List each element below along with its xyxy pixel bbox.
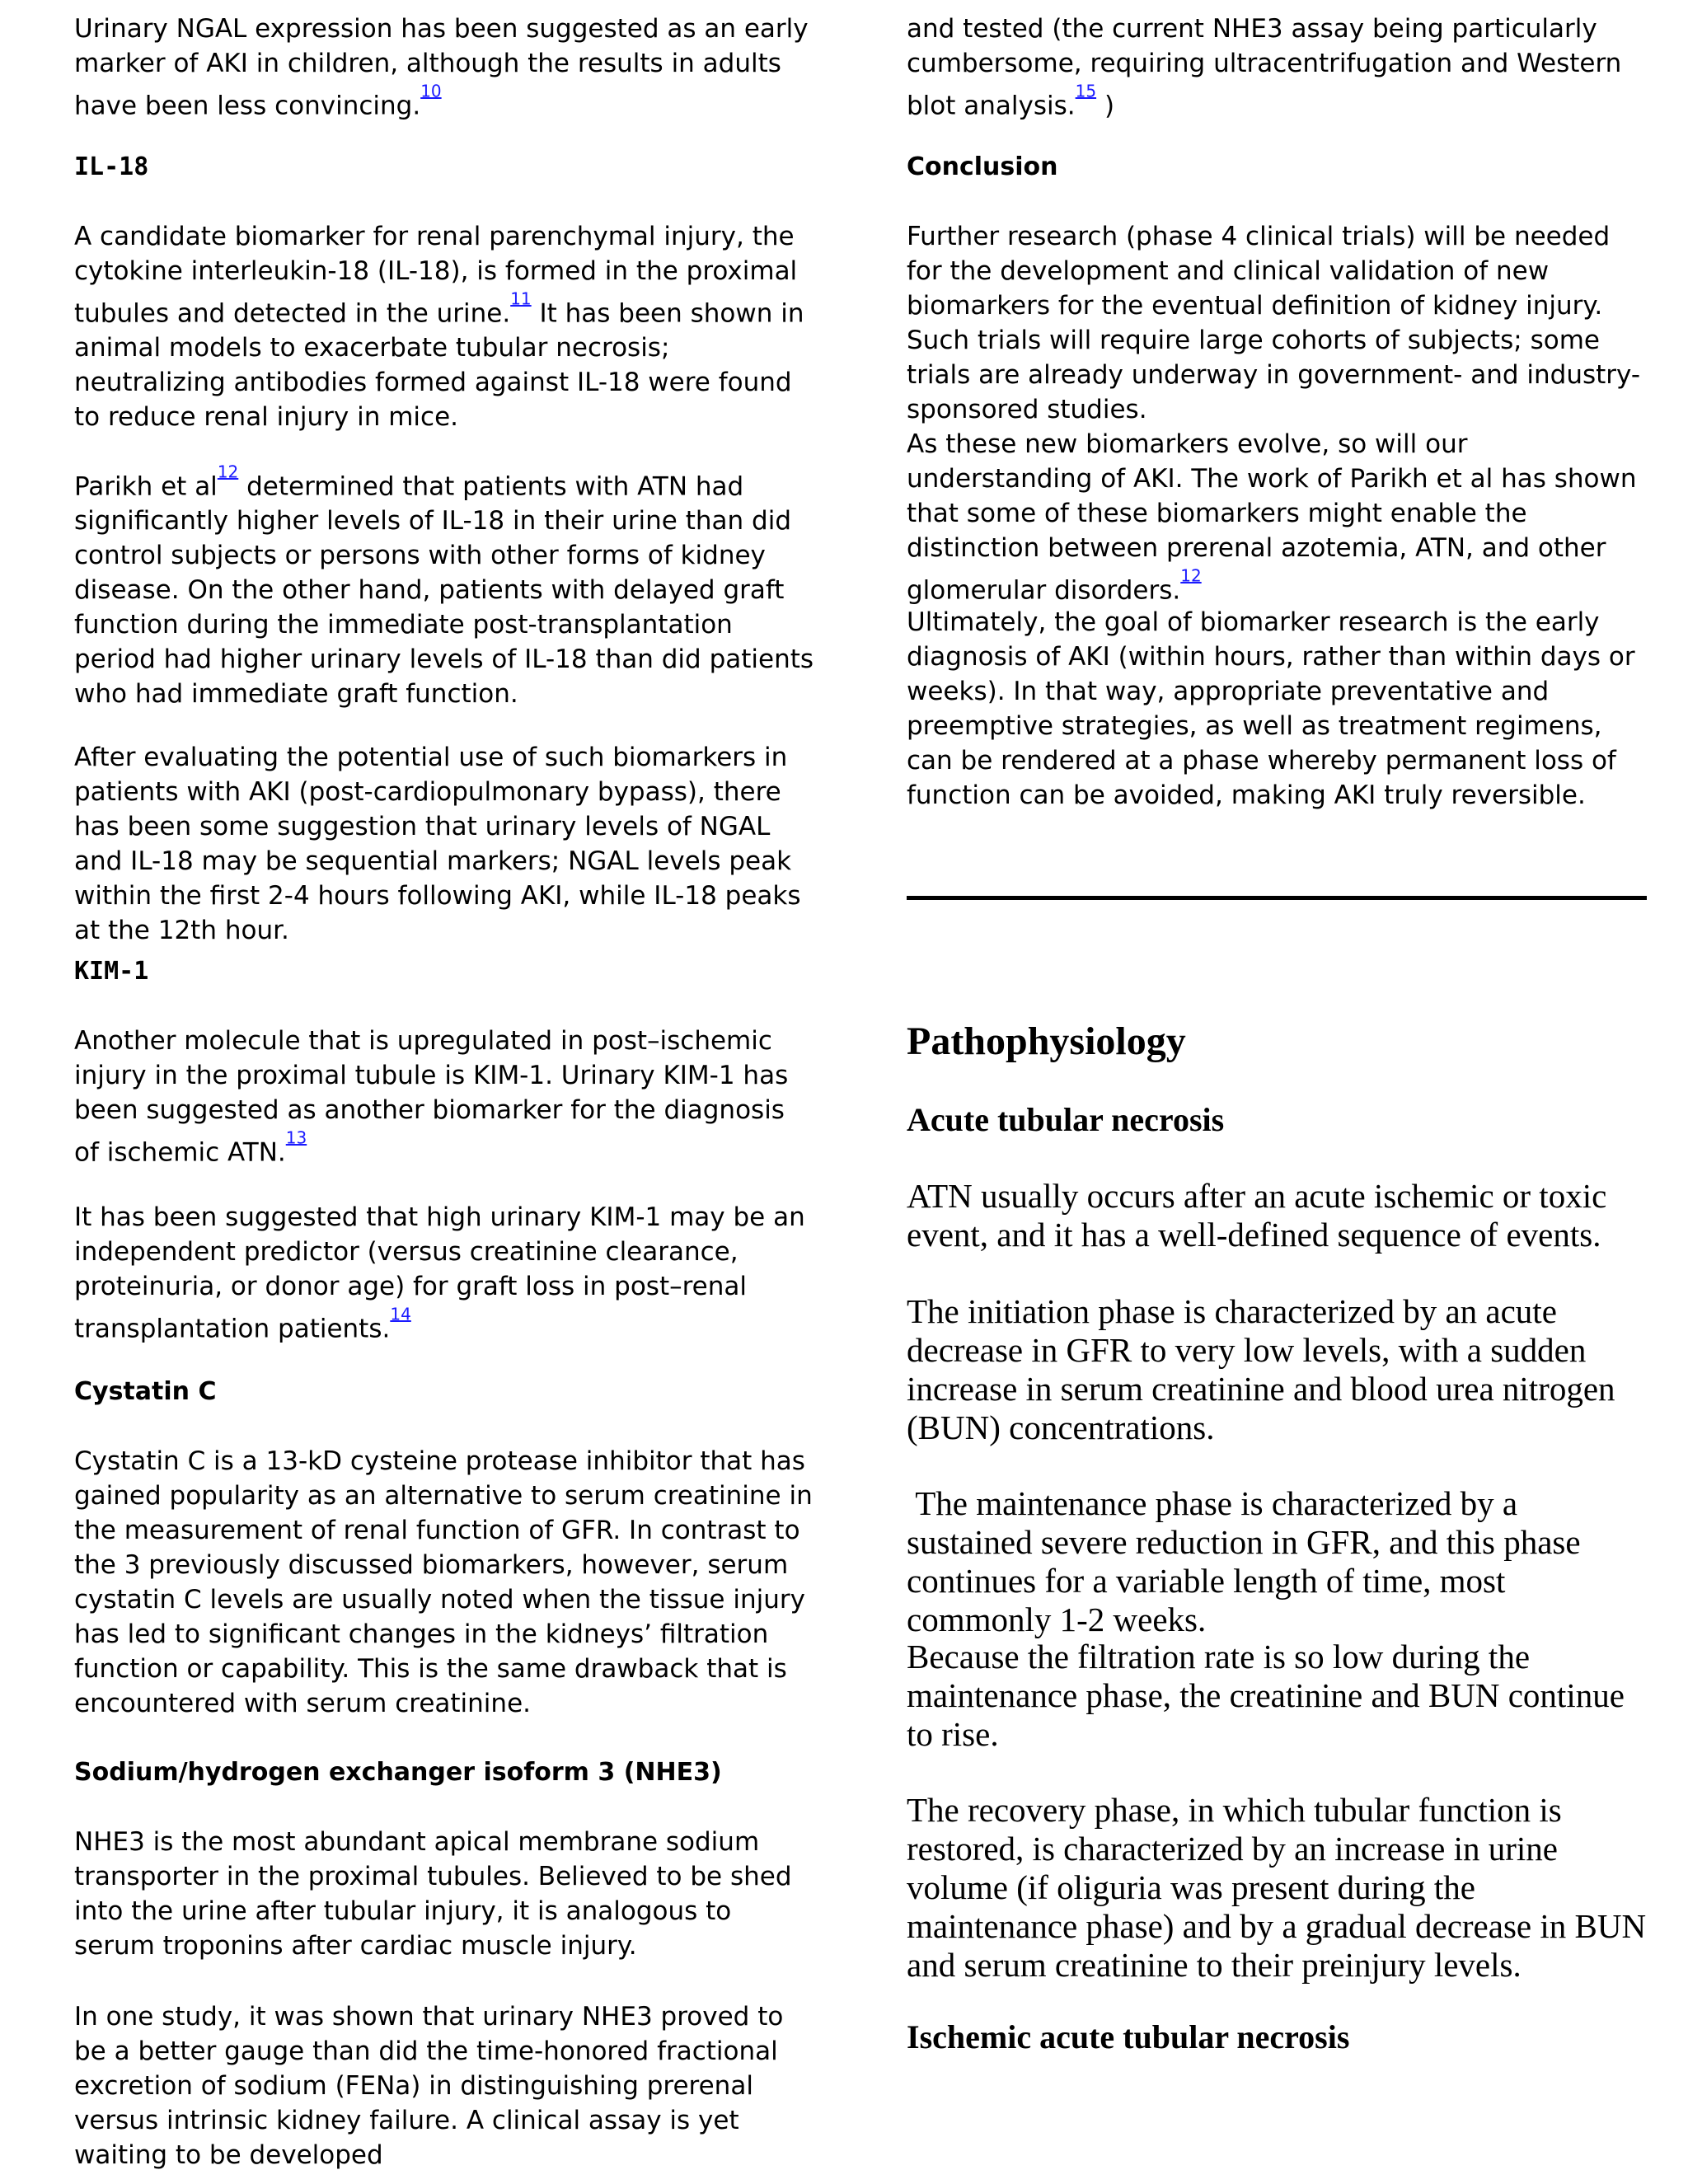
heading-ischemic-atn: Ischemic acute tubular necrosis: [907, 2018, 1350, 2055]
heading-kim1: KIM-1: [74, 957, 149, 986]
paragraph-filtration-rate: Because the filtration rate is so low during the maintenance phase, the creatinine and BUN continue to rise.: [907, 1638, 1625, 1753]
footnote-link-12-conclusion[interactable]: 12: [1180, 565, 1202, 586]
footnote-link-11[interactable]: 11: [510, 288, 532, 309]
paragraph-kim1-predictor: It has been suggested that high urinary KIM-1 may be an independent predictor (versus creatinine clearance, proteinuria, or donor age) for graft loss in post–renal transplantation patients.$^{^{14}}$: [74, 1202, 805, 1344]
footnote-link-14[interactable]: 14: [390, 1304, 411, 1324]
heading-acute-tubular-necrosis: Acute tubular necrosis: [907, 1101, 1225, 1138]
heading-il18: IL-18: [74, 152, 149, 181]
footnote-link-10[interactable]: 10: [420, 81, 442, 101]
paragraph-cardiopulmonary: After evaluating the potential use of such biomarkers in patients with AKI (post-cardiopulmonary bypass), there has been some suggestion that urinary levels of NGAL and IL-18 may be sequential markers; NGAL levels peak within the first 2-4 hours following AKI, while IL-18 peaks at the 12th hour.: [74, 743, 801, 945]
footnote-link-12[interactable]: 12: [217, 462, 239, 482]
paragraph-nhe3-continued: and tested (the current NHE3 assay being particularly cumbersome, requiring ultracentrifugation and Western blot analysis.$^{^{15}}$ ): [907, 14, 1622, 121]
paragraph-nhe3-study: In one study, it was shown that urinary NHE3 proved to be a better gauge than did the time-honored fractional excretion of sodium (FENa) in distinguishing prerenal versus intrinsic kidney failure. A clinical assay is yet waiting to be developed: [74, 2002, 784, 2170]
paragraph-ngal: Urinary NGAL expression has been suggested as an early marker of AKI in children, although the results in adults have been less convincing.$^{^{10}}$: [74, 14, 809, 121]
paragraph-parikh: Parikh et al$^{^{12}}$ determined that patients with ATN had significantly higher levels of IL-18 in their urine than did control subjects or persons with other forms of kidney disease. On the other hand, patients with delayed graft function during the immediate post-transplantation period had higher urinary levels of IL-18 than did patients who had immediate graft function.: [74, 462, 814, 710]
heading-cystatin-c: Cystatin C: [74, 1377, 217, 1406]
paragraph-kim1-intro: Another molecule that is upregulated in post–ischemic injury in the proximal tubule is KIM-1. Urinary KIM-1 has been suggested as another biomarker for the diagnosis of ischemic ATN.$^{^{13}}$: [74, 1026, 789, 1168]
heading-pathophysiology: Pathophysiology: [907, 1019, 1186, 1063]
heading-nhe3: Sodium/hydrogen exchanger isoform 3 (NHE3): [74, 1758, 722, 1787]
paragraph-recovery-phase: The recovery phase, in which tubular function is restored, is characterized by an increase in urine volume (if oliguria was present during the maintenance phase) and by a gradual decrease in BUN and serum creatinine to their preinjury levels.: [907, 1791, 1647, 1984]
section-divider: [907, 896, 1647, 900]
footnote-link-15[interactable]: 15: [1075, 81, 1097, 101]
paragraph-atn-sequence: ATN usually occurs after an acute ischemic or toxic event, and it has a well-defined sequence of events.: [907, 1177, 1607, 1254]
paragraph-initiation-phase: The initiation phase is characterized by an acute decrease in GFR to very low levels, with a sudden increase in serum creatinine and blood urea nitrogen (BUN) concentrations.: [907, 1292, 1615, 1446]
paragraph-biomarkers-evolve: As these new biomarkers evolve, so will our understanding of AKI. The work of Parikh et al has shown that some of these biomarkers might enable the distinction between prerenal azotemia, ATN, and other glomerular disorders.$^{^{12}}$: [907, 429, 1637, 606]
paragraph-further-research: Further research (phase 4 clinical trials) will be needed for the development and clinical validation of new biomarkers for the eventual definition of kidney injury. Such trials will require large cohorts of subjects; some trials are already underway in government- and industry- sponsored studies.: [907, 222, 1641, 424]
footnote-link-13[interactable]: 13: [285, 1127, 307, 1148]
paragraph-cystatin-c: Cystatin C is a 13-kD cysteine protease inhibitor that has gained popularity as an alternative to serum creatinine in the measurement of renal function of GFR. In contrast to the 3 previously discussed biomarkers, however, serum cystatin C levels are usually noted when the tissue injury has led to significant changes in the kidneys’ filtration function or capability. This is the same drawback that is encountered with serum creatinine.: [74, 1446, 813, 1718]
heading-conclusion: Conclusion: [907, 152, 1058, 181]
paragraph-il18-intro: A candidate biomarker for renal parenchymal injury, the cytokine interleukin-18 (IL-18), is formed in the proximal tubules and detected in the urine.$^{^{11}}$ It has been shown in animal models to exacerbate tubular necrosis; neutralizing antibodies formed against IL-18 were found to reduce renal injury in mice.: [74, 222, 804, 433]
paragraph-ultimately: Ultimately, the goal of biomarker research is the early diagnosis of AKI (within hours, rather than within days or weeks). In that way, appropriate preventative and preemptive strategies, as well as treatment regimens, can be rendered at a phase whereby permanent loss of function can be avoided, making AKI truly reversible.: [907, 607, 1635, 810]
paragraph-nhe3-intro: NHE3 is the most abundant apical membrane sodium transporter in the proximal tubules. Believed to be shed into the urine after tubular injury, it is analogous to serum troponins after cardiac muscle injury.: [74, 1827, 792, 1961]
paragraph-maintenance-phase: The maintenance phase is characterized by a sustained severe reduction in GFR, and this phase continues for a variable length of time, most commonly 1-2 weeks.: [907, 1484, 1589, 1638]
